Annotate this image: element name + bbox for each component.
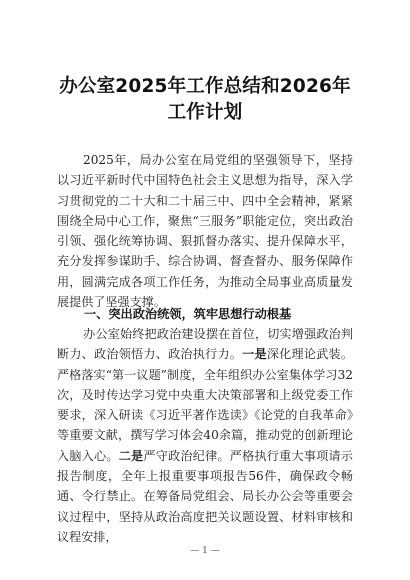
intro-paragraph: [57, 150, 353, 312]
page-number: — 1 —: [190, 546, 220, 556]
point-1-text: 深化理论武装。严格落实“第一议题”制度，全年组织办公室集体学习32次，及时传达学习党中央重大决策部署和上级党委工作要求，深入研读《习近平著作选读》《论党的自我革命》等重要文献，撰写学习体会40余篇，推动党的创新理论入脑入心。: [57, 347, 353, 463]
document-title: 办公室2025年工作总结和2026年工作计划: [59, 76, 351, 123]
point-2-text: 严守政治纪律。严格执行重大事项请示报告制度，全年上报重要事项报告56件，确保政令畅通、令行禁止。在筹备局党组会、局长办公会等重要会议过程中，坚持从政治高度把关议题设置、材料审核和议程安排，: [57, 448, 353, 544]
point-1-label: 一是: [242, 347, 267, 362]
section-1-paragraph: [57, 324, 353, 547]
section-heading-1: 一、突出政治统领，筑牢思想行动根基: [84, 307, 292, 321]
intro-text: 2025年，局办公室在局党组的坚强领导下，坚持以习近平新时代中国特色社会主义思想为指导，深入学习贯彻党的二十大和二十届三中、四中全会精神，紧紧围绕全局中心工作，聚焦“三服务”职能定位，突出政治引领、强化统筹协调、狠抓督办落实、提升保障水平，充分发挥参谋助手、综合协调、督查督办、服务保障作用，圆满完成各项工作任务，为推动全局事业高质量发展提供了坚强支撑。: [57, 153, 353, 310]
section-1-lead: 办公室始终把政治建设摆在首位，切实增强政治判断力、政治领悟力、政治执行力。: [57, 327, 353, 362]
point-2-label: 二是: [118, 448, 144, 463]
